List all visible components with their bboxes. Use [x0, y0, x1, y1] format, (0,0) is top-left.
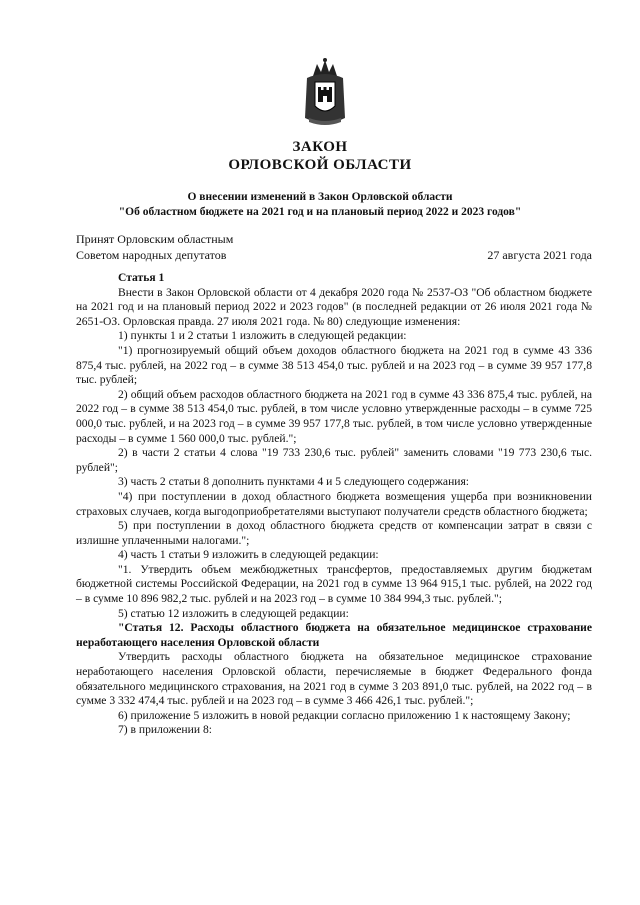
paragraph: 6) приложение 5 изложить в новой редакции согласно приложению 1 к настоящему Закону; — [118, 708, 571, 722]
paragraph: "1) прогнозируемый общий объем доходов областного бюджета на 2021 год в сумме 43 336 875,4 тыс. рублей, на 2022 год – в сумме 38 513 454,0 тыс. рублей и на 2023 год – в сумме 39 957 177,8 тыс. рублей; — [76, 343, 592, 387]
article-body — [76, 271, 592, 738]
paragraph: Внести в Закон Орловской области от 4 декабря 2020 года № 2537-ОЗ "Об областном бюджете на 2021 год и на плановый период 2022 и 2023 годов" (в последней редакции от 26 июля 2021 года № 2651-ОЗ. Орловская правда. 27 июля 2021 года. № 80) следующие изменения: — [76, 285, 592, 328]
paragraph: Утвердить расходы областного бюджета на обязательное медицинское страхование неработающего населения Орловской области, перечисляемые в бюджет Федерального фонда обязательного медицинского страхования, на 2021 год в сумме 3 203 891,0 тыс. рублей, на 2022 год – в сумме 3 332 474,4 тыс. рублей и на 2023 год – в сумме 3 466 426,1 тыс. рублей."; — [76, 650, 592, 708]
paragraph: "1. Утвердить объем межбюджетных трансфертов, предоставляемых другим бюджетам бюджетной системы Российской Федерации, на 2021 год в сумме 13 964 915,1 тыс. рублей, на 2022 год – в сумме 10 896 982,2 тыс. рублей и на 2023 год – в сумме 10 384 994,3 тыс. рублей."; — [76, 562, 592, 606]
law-subtitle-line1: О внесении изменений в Закон Орловской области — [187, 191, 453, 203]
article-12-heading: "Статья 12. Расходы областного бюджета на обязательное медицинское страхование неработающего населения Орловской области — [76, 621, 592, 649]
law-title: ЗАКОН — [292, 139, 348, 155]
paragraph: 4) часть 1 статьи 9 изложить в следующей редакции: — [118, 548, 379, 562]
paragraph: 1) пункты 1 и 2 статьи 1 изложить в следующей редакции: — [118, 329, 407, 343]
paragraph: 7) в приложении 8: — [118, 723, 212, 737]
paragraph: 5) при поступлении в доход областного бюджета средств от компенсации затрат в связи с излишне уплаченными налогами."; — [76, 519, 592, 547]
paragraph: 2) общий объем расходов областного бюджета на 2021 год в сумме 43 336 875,4 тыс. рублей, на 2022 год – в сумме 38 513 454,0 тыс. рублей, в том числе условно утвержденные расходы – в сумме 725 000,0 тыс. рублей, и на 2023 год – в сумме 39 957 177,8 тыс. рублей, в том числе условно утвержденные расходы – в сумме 1 560 000,0 тыс. рублей."; — [76, 387, 592, 445]
accepted-by-line2: Советом народных депутатов — [76, 248, 227, 262]
paragraph: 3) часть 2 статьи 8 дополнить пунктами 4 и 5 следующего содержания: — [118, 475, 470, 489]
region-title: ОРЛОВСКОЙ ОБЛАСТИ — [228, 157, 412, 173]
coat-of-arms-icon — [303, 56, 347, 128]
paragraph: 2) в части 2 статьи 4 слова "19 733 230,6 тыс. рублей" заменить словами "19 773 230,6 тыс. рублей"; — [76, 446, 592, 474]
law-subtitle-line2: "Об областном бюджете на 2021 год и на плановый период 2022 и 2023 годов" — [118, 206, 522, 218]
paragraph: 5) статью 12 изложить в следующей редакции: — [118, 606, 349, 620]
accepted-by-line1: Принят Орловским областным — [76, 232, 234, 246]
paragraph: "4) при поступлении в доход областного бюджета возмещения ущерба при возникновении страховых случаев, когда выгодоприобретателями выступают получатели средств областного бюджета; — [76, 489, 592, 518]
adoption-date: 27 августа 2021 года — [487, 248, 592, 262]
article-heading: Статья 1 — [118, 271, 165, 284]
